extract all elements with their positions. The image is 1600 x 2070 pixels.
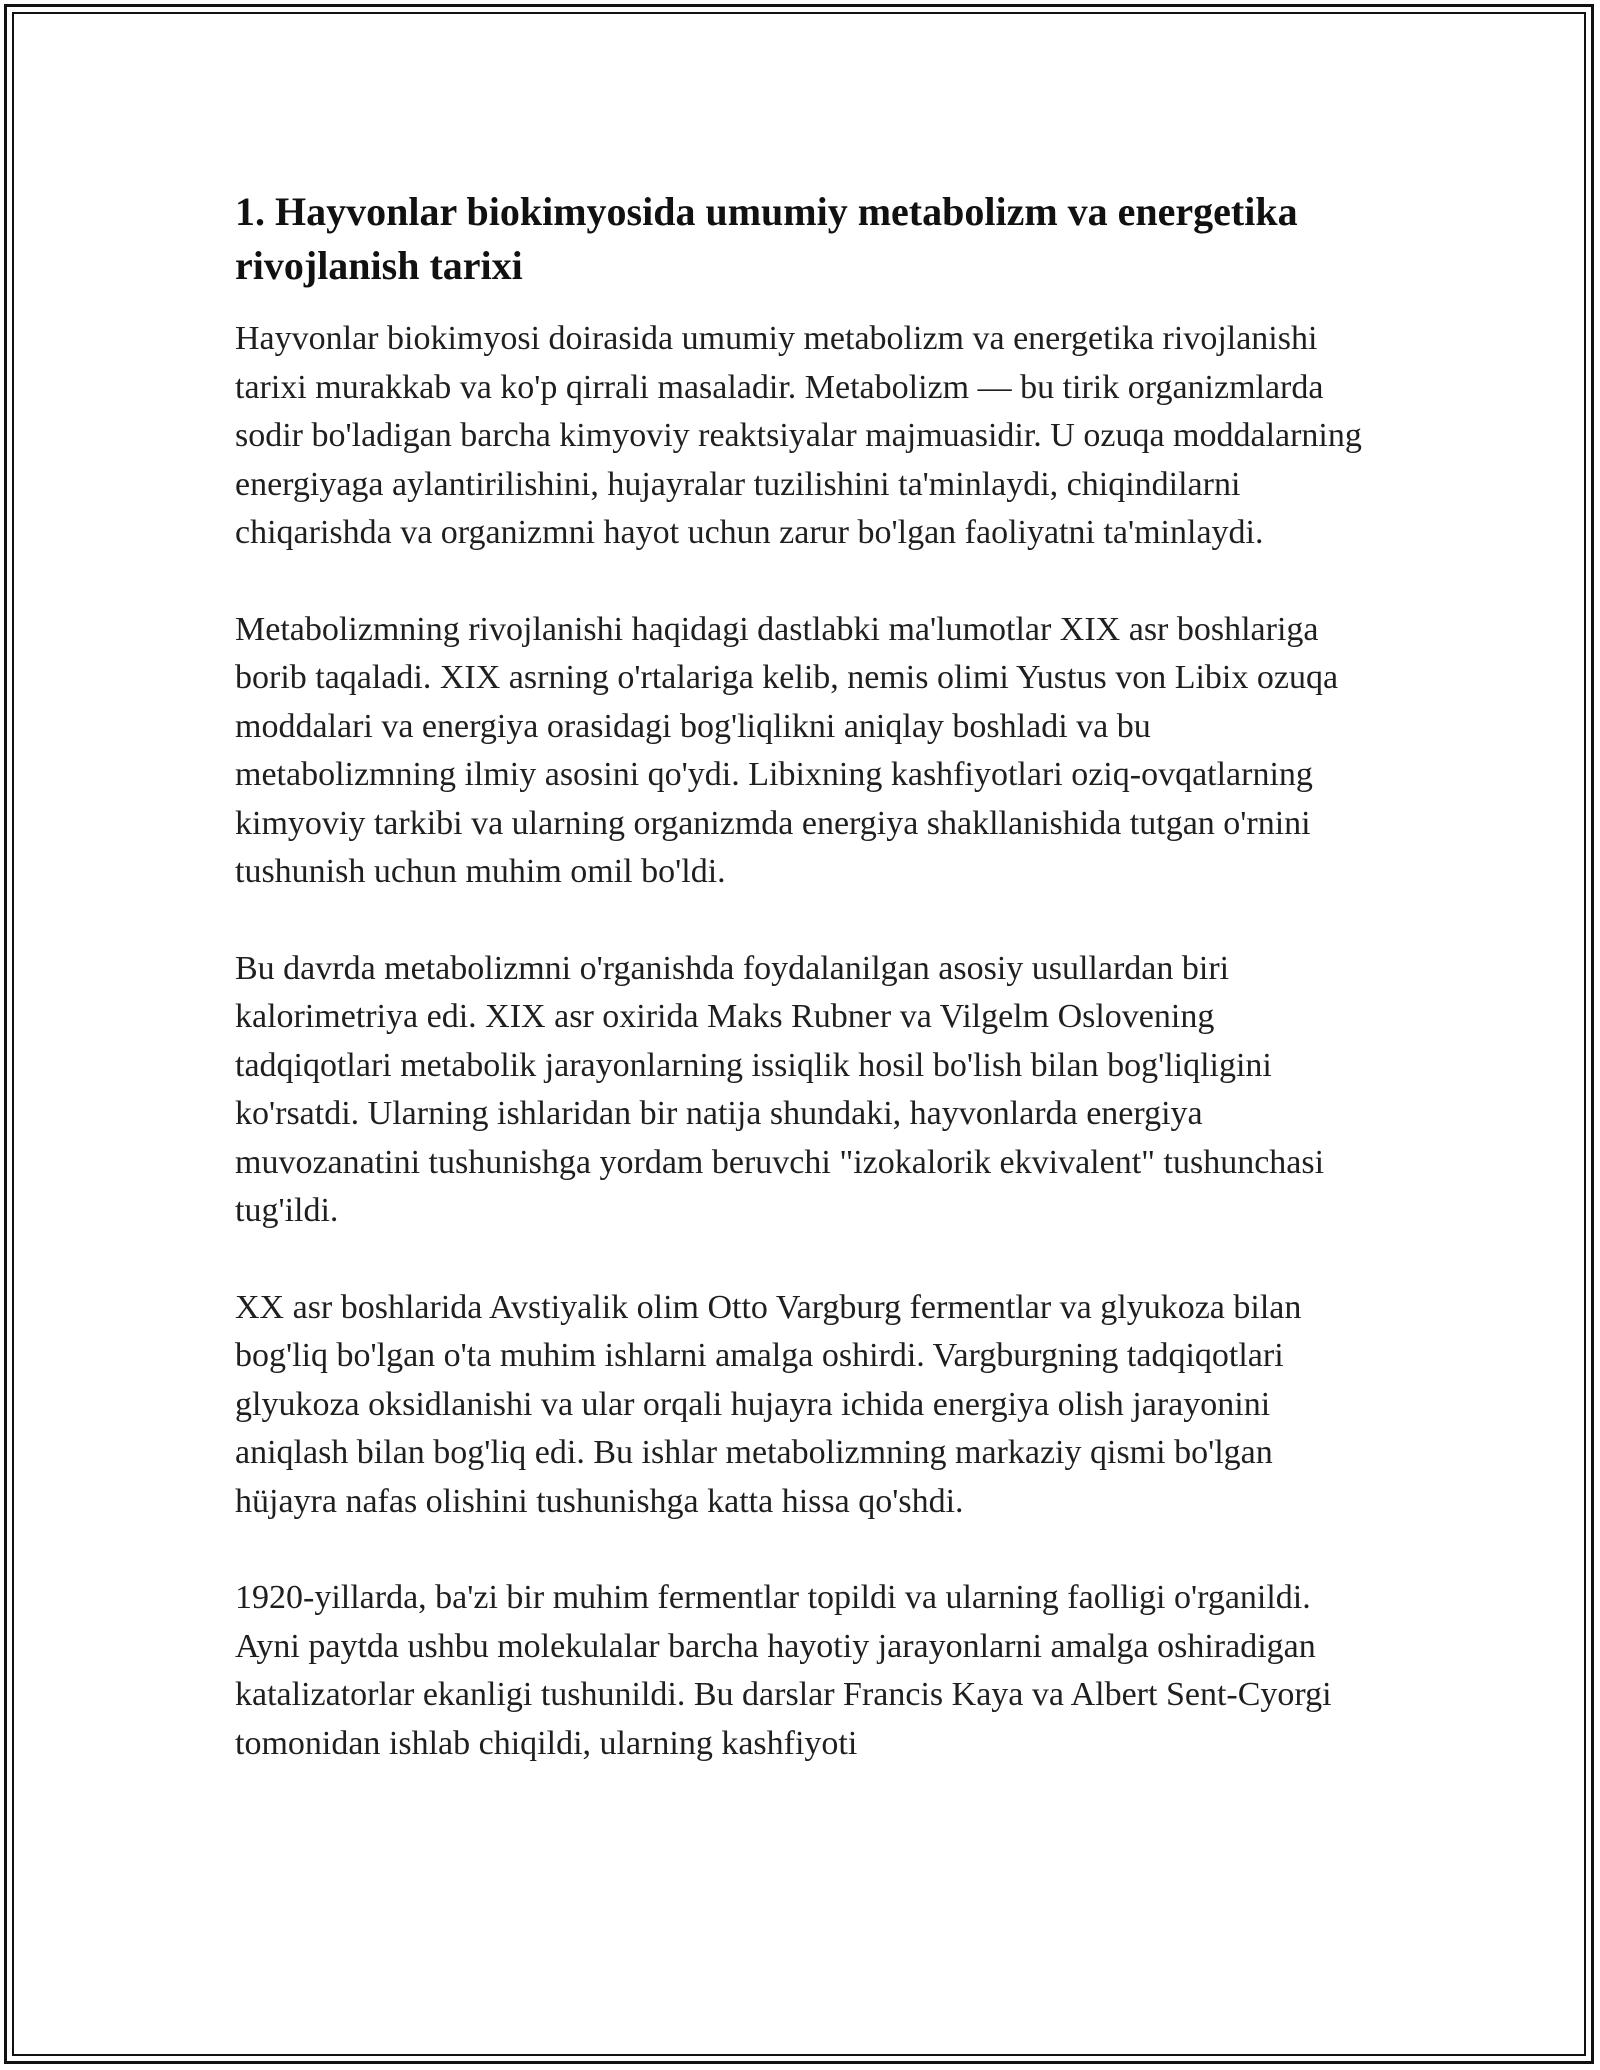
paragraph-3: Bu davrda metabolizmni o'rganishda foydalanilgan asosiy usullardan biri kalorimetriya edi. XIX asr oxirida Maks Rubner va Vilgelm Oslovening tadqiqotlari metabolik jarayonlarning issiqlik hosil bo'lish bilan bog'liqligini ko'rsatdi. Ularning ishlaridan bir natija shundaki, hayvonlarda energiya muvozanatini tushunishga yordam beruvchi "izokalorik ekvivalent" tushunchasi tug'ildi. bbox=[235, 949, 1325, 1229]
paragraph-1: Hayvonlar biokimyosi doirasida umumiy metabolizm va energetika rivojlanishi tarixi murakkab va ko'p qirrali masaladir. Metabolizm — bu tirik organizmlarda sodir bo'ladigan barcha kimyoviy reaktsiyalar majmuasidir. U ozuqa moddalarning energiyaga aylantirilishini, hujayralar tuzilishini ta'minlaydi, chiqindilarni chiqarishda va organizmni hayot uchun zarur bo'lgan faoliyatni ta'minlaydi. bbox=[235, 320, 1362, 551]
paragraph-4: XX asr boshlarida Avstiyalik olim Otto Vargburg fermentlar va glyukoza bilan bog'liq bo'lgan o'ta muhim ishlarni amalga oshirdi. Vargburgning tadqiqotlari glyukoza oksidlanishi va ular orqali hujayra ichida energiya olish jarayonini aniqlash bilan bog'liq edi. Bu ishlar metabolizmning markaziy qismi bo'lgan hüjayra nafas olishini tushunishga katta hissa qo'shdi. bbox=[235, 1288, 1302, 1520]
document-page bbox=[235, 185, 1370, 1816]
paragraph-5: 1920-yillarda, ba'zi bir muhim fermentlar topildi va ularning faolligi o'rganildi. Ayni paytda ushbu molekulalar barcha hayotiy jarayonlarni amalga oshiradigan katalizatorlar ekanligi tushunildi. Bu darslar Francis Kaya va Albert Sent-Cyorgi tomonidan ishlab chiqildi, ularning kashfiyoti bbox=[235, 1579, 1332, 1762]
paragraph-2: Metabolizmning rivojlanishi haqidagi dastlabki ma'lumotlar XIX asr boshlariga borib taqaladi. XIX asrning o'rtalariga kelib, nemis olimi Yustus von Libix ozuqa moddalari va energiya orasidagi bog'liqlikni aniqlay boshladi va bu metabolizmning ilmiy asosini qo'ydi. Libixning kashfiyotlari oziq-ovqatlarning kimyoviy tarkibi va ularning organizmda energiya shakllanishida tutgan o'rnini tushunish uchun muhim omil bo'ldi. bbox=[235, 610, 1339, 890]
section-heading: 1. Hayvonlar biokimyosida umumiy metabolizm va energetika rivojlanish tarixi bbox=[235, 189, 1298, 288]
